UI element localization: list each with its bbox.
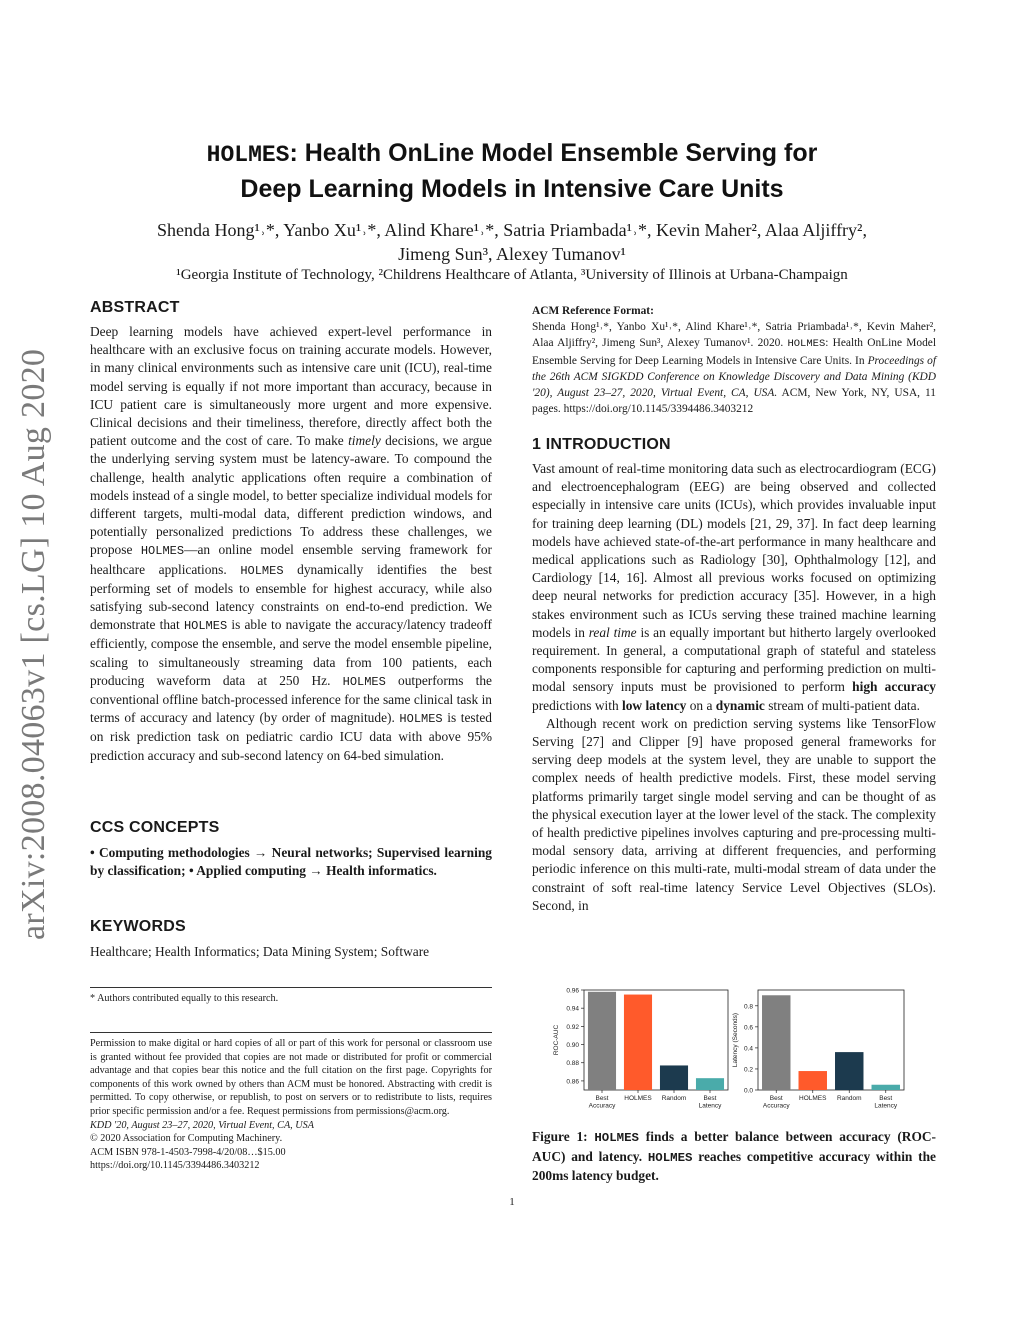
abstract-text-1: Deep learning models have achieved expert-level performance in healthcare with an exclusive focus on training accurate models. However, in many clinical environments such as intensive care unit (ICU), real-time model serving is equally if not more important than accuracy, because in ICU patient care is simultaneously more urgent and more expensive. Clinical decisions and their timeliness, therefore, directly affect both the patient outcome and the cost of care. To make <box>90 324 492 449</box>
x-tick-label: Best <box>769 1095 783 1102</box>
acm-ref-holmes: HOLMES <box>787 338 826 351</box>
y-tick-label: 0.90 <box>566 1042 579 1050</box>
title-line1: : Health OnLine Model Ensemble Serving for <box>289 139 818 167</box>
chart-roc-auc <box>553 988 728 1110</box>
acm-reference <box>532 303 936 417</box>
caption-label: Figure 1: <box>532 1129 595 1144</box>
y-tick-label: 0.86 <box>566 1078 579 1086</box>
abstract-heading: ABSTRACT <box>90 299 180 316</box>
bar <box>624 995 652 1090</box>
bar <box>588 992 616 1090</box>
bar <box>696 1078 724 1090</box>
intro-text-5: stream of multi-patient data. <box>764 697 920 713</box>
y-axis-label: Latency (Seconds) <box>732 1012 739 1068</box>
intro-bold-dynamic: dynamic <box>715 697 765 713</box>
x-tick-label: Latency <box>698 1102 722 1110</box>
intro-text-2: is an equally important but hitherto largely overlooked requirement. In general, a computational graph of stateful and stateless components responsible for capturing and performing prediction on multi-modal sensory inputs must be provisioned to perform <box>532 624 937 695</box>
figure-caption <box>532 1128 936 1186</box>
caption-holmes-2: HOLMES <box>647 1150 693 1165</box>
x-tick-label: HOLMES <box>799 1095 827 1102</box>
x-tick-label: Accuracy <box>762 1102 790 1110</box>
y-tick-label: 0.96 <box>566 987 579 995</box>
y-tick-label: 0.2 <box>743 1066 753 1074</box>
permission-doi[interactable]: https://doi.org/10.1145/3394486.3403212 <box>90 1160 260 1172</box>
chart-latency <box>732 990 904 1110</box>
intro-text-4: on a <box>686 697 716 713</box>
acm-ref-proceedings: Proceedings of the 26th ACM SIGKDD Conference on Knowledge Discovery and Data Mining (KDD '20), August 23–27, 2020, Virtual Event, CA, USA. <box>532 354 936 400</box>
permission-rule <box>90 1032 492 1033</box>
permission-block <box>90 1037 492 1173</box>
permission-text: Permission to make digital or hard copies of all or part of this work for personal or classroom use is granted without fee provided that copies are not made or distributed for profit or commercial advantage and that copies bear this notice and the full citation on the first page. Copyrights for components of this work owned by others than ACM must be honored. Abstracting with credit is permitted. To copy otherwise, or republish, to post on servers or to redistribute to lists, requires prior specific permission and/or a fee. Request permissions from permissions@acm.org. <box>90 1038 492 1117</box>
bar <box>660 1065 688 1090</box>
authors-line1: Shenda Hong¹˒*, Yanbo Xu¹˒*, Alind Khare¹˒*, Satria Priambada¹˒*, Kevin Maher², Alaa Aljiffry², <box>157 220 867 240</box>
caption-text-1: finds a better balance between accuracy (ROC-AUC) and latency. <box>532 1129 936 1164</box>
permission-isbn: ACM ISBN 978-1-4503-7998-4/20/08…$15.00 <box>90 1146 286 1158</box>
abstract-text-3: —an online model ensemble serving framework for healthcare applications. <box>90 542 492 577</box>
keywords-text: Healthcare; Health Informatics; Data Mining System; Software <box>90 944 430 959</box>
x-tick-label: HOLMES <box>624 1095 652 1102</box>
abstract-holmes-2: HOLMES <box>240 563 284 578</box>
intro-text-3: predictions with <box>532 697 623 713</box>
paper-title <box>0 136 1024 206</box>
permission-venue: KDD '20, August 23–27, 2020, Virtual Event, CA, USA <box>90 1119 314 1131</box>
author-list <box>0 218 1024 266</box>
ccs-text: • Computing methodologies → Neural networks; Supervised learning by classification; • Applied computing → Health informatics. <box>90 845 492 879</box>
abstract-text-5: is able to navigate the accuracy/latency tradeoff efficiently, compose the ensemble, and serve the model ensemble pipeline, scaling to simultaneously streaming data from 100 patients, each producing waveform data at 250 Hz. <box>90 617 493 688</box>
x-tick-label: Random <box>661 1095 687 1102</box>
intro-paragraph-2: Although recent work on prediction serving systems like TensorFlow Serving [27] and Clipper [9] have proposed general frameworks for serving deep models at the system level, they are unable to support the complex needs of health predictive models. First, these model serving platforms primarily target single model serving and can be thought of as the physical execution layer at the lower level of the stack. The complexity of health predictive pipelines involves capturing and pre-processing multi-modal sensory data, arriving at different frequencies, and performing periodic inference on this multi-rate, multi-modal stream of data under the constraint of soft real-time latency Service Level Objectives (SLOs). Second, in <box>532 715 936 913</box>
intro-heading: 1 INTRODUCTION <box>532 436 671 453</box>
abstract-text-6: outperforms the conventional offline batch-processed inference for the same clinical task in terms of accuracy and latency (by order of magnitude). <box>90 672 492 726</box>
abstract-text-4: dynamically identifies the best performing set of models to ensemble for highest accuracy, while also satisfying sub-second latency constraints on end-to-end prediction. We demonstrate that <box>90 561 492 633</box>
abstract-text-2: decisions, we argue the underlying serving system must be latency-aware. To compound the challenge, health analytic applications often require a combination of models instead of a single model, to better specialize individual models for different targets, multi-modal data, different prediction windows, and potentially personalized predictions To address these challenges, we propose <box>90 433 492 558</box>
footnote: * Authors contributed equally to this research. <box>90 993 279 1004</box>
acm-ref-heading: ACM Reference Format: <box>532 305 654 317</box>
x-tick-label: Best <box>595 1095 609 1102</box>
page-number: 1 <box>509 1196 515 1208</box>
intro-body <box>532 460 936 915</box>
title-line2: Deep Learning Models in Intensive Care Units <box>240 175 784 203</box>
y-tick-label: 0.6 <box>743 1024 753 1032</box>
bar <box>872 1085 900 1090</box>
bar <box>762 995 790 1090</box>
caption-holmes-1: HOLMES <box>594 1131 639 1145</box>
caption-text-2: reaches competitive accuracy within the 200ms latency budget. <box>532 1148 936 1183</box>
acm-ref-authors: Shenda Hong¹˒*, Yanbo Xu¹˒*, Alind Khare¹˒*, Satria Priambada¹˒*, Kevin Maher², Alaa Aljiffry², Jimeng Sun³, Alexey Tumanov¹. 2020. <box>532 321 936 350</box>
abstract-holmes-1: HOLMES <box>140 544 185 559</box>
y-tick-label: 0.92 <box>566 1023 579 1031</box>
abstract-emph-timely: timely <box>348 433 381 449</box>
y-axis-label: ROC-AUC <box>553 1024 560 1056</box>
y-tick-label: 0.88 <box>566 1060 579 1068</box>
ccs-heading: CCS CONCEPTS <box>90 819 220 836</box>
footnote-rule <box>90 987 492 988</box>
authors-line2: Jimeng Sun³, Alexey Tumanov¹ <box>398 244 626 264</box>
intro-bold-high-accuracy: high accuracy <box>852 679 936 695</box>
keywords-heading: KEYWORDS <box>90 918 186 935</box>
abstract-holmes-4: HOLMES <box>342 674 386 689</box>
x-tick-label: Random <box>836 1095 862 1102</box>
y-tick-label: 0.4 <box>743 1045 753 1053</box>
acm-ref-title: : Health OnLine Model Ensemble Serving for Deep Learning Models in Intensive Care Units. In <box>532 337 936 367</box>
bar <box>835 1052 863 1090</box>
y-tick-label: 0.8 <box>743 1003 753 1011</box>
y-tick-label: 0.0 <box>743 1087 753 1095</box>
abstract-holmes-3: HOLMES <box>183 619 228 634</box>
x-tick-label: Latency <box>874 1102 898 1110</box>
x-tick-label: Accuracy <box>588 1102 616 1110</box>
intro-text-1: Vast amount of real-time monitoring data such as electrocardiogram (ECG) and electroencephalogram (EEG) are being observed and collected especially in intensive care units (ICUs), which provides invaluable input for training deep learning (DL) models [21, 29, 37]. In fact deep learning models have achieved state-of-the-art performance in many healthcare and medical applications such as Radiology [30], Ophthalmology [12], and Cardiology [14, 16]. Almost all previous works focused on optimizing deep neural networks for prediction accuracy [35]. However, in a high stakes environment such as ICUs serving these trained machine learning models in <box>532 461 936 640</box>
x-tick-label: Best <box>703 1095 717 1102</box>
permission-copyright: © 2020 Association for Computing Machinery. <box>90 1133 283 1145</box>
affiliations: ¹Georgia Institute of Technology, ²Childrens Healthcare of Atlanta, ³University of Illinois at Urbana-Champaign <box>176 267 848 283</box>
arxiv-stamp: arXiv:2008.04063v1 [cs.LG] 10 Aug 2020 <box>15 348 52 940</box>
intro-bold-low-latency: low latency <box>622 697 687 713</box>
abstract-body <box>90 323 492 765</box>
title-system-name: HOLMES <box>206 142 290 168</box>
abstract-text-7: is tested on risk prediction task on pediatric cardio ICU data with above 95% prediction accuracy and sub-second latency on 64-bed simulation. <box>90 710 492 763</box>
figure-1 <box>532 982 936 1114</box>
bar <box>799 1071 827 1090</box>
x-tick-label: Best <box>879 1095 893 1102</box>
y-tick-label: 0.94 <box>566 1005 579 1013</box>
abstract-holmes-5: HOLMES <box>399 712 443 727</box>
acm-ref-tail: ACM, New York, NY, USA, 11 pages. https://doi.org/10.1145/3394486.3403212 <box>532 387 936 416</box>
intro-emph-realtime: real time <box>588 624 637 640</box>
